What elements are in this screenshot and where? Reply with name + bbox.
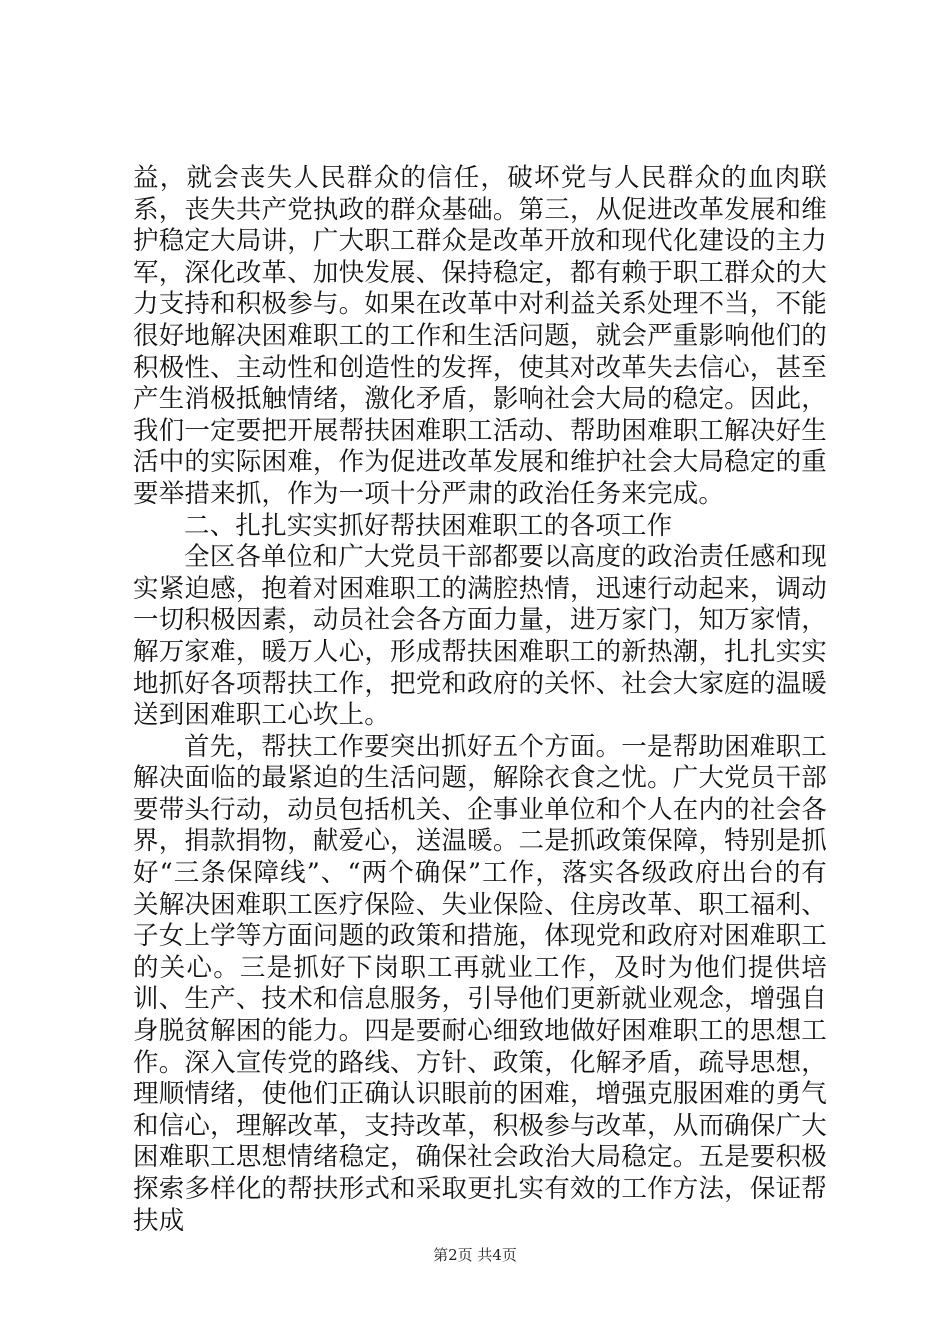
page-footer: 第2页 共4页 <box>433 1246 517 1264</box>
paragraph: 首先，帮扶工作要突出抓好五个方面。一是帮助困难职工解决面临的最紧迫的生活问题，解除衣食之忧。广大党员干部要带头行动，动员包括机关、企事业单位和个人在内的社会各界，捐款捐物，献爱心，送温暖。二是抓政策保障，特别是抓好“三条保障线”、“两个确保”工作，落实各级政府出台的有关解决困难职工医疗保险、失业保险、住房改革、职工福利、子女上学等方面问题的政策和措施，体现党和政府对困难职工的关心。三是抓好下岗职工再就业工作，及时为他们提供培训、生产、技术和信息服务，引导他们更新就业观念，增强自身脱贫解困的能力。四是要耐心细致地做好困难职工的思想工作。深入宣传党的路线、方针、政策，化解矛盾，疏导思想，理顺情绪，使他们正确认识眼前的困难，增强克服困难的勇气和信心，理解改革，支持改革，积极参与改革，从而确保广大困难职工思想情绪稳定，确保社会政治大局稳定。五是要积极探索多样化的帮扶形式和采取更扎实有效的工作方法，保证帮扶成 <box>133 731 827 1236</box>
section-heading: 二、扎扎实实抓好帮扶困难职工的各项工作 <box>184 510 673 541</box>
paragraph: 全区各单位和广大党员干部都要以高度的政治责任感和现实紧迫感，抱着对困难职工的满腔热情，迅速行动起来，调动一切积极因素，动员社会各方面力量，进万家门，知万家情，解万家难，暖万人心，形成帮扶困难职工的新热潮，扎扎实实地抓好各项帮扶工作，把党和政府的关怀、社会大家庭的温暖送到困难职工心坎上。 <box>133 542 827 731</box>
body-text <box>133 163 827 1237</box>
paragraph-continuation: 益，就会丧失人民群众的信任，破坏党与人民群众的血肉联系，丧失共产党执政的群众基础。第三，从促进改革发展和维护稳定大局讲，广大职工群众是改革开放和现代化建设的主力军，深化改革、加快发展、保持稳定，都有赖于职工群众的大力支持和积极参与。如果在改革中对利益关系处理不当，不能很好地解决困难职工的工作和生活问题，就会严重影响他们的积极性、主动性和创造性的发挥，使其对改革失去信心，甚至产生消极抵触情绪，激化矛盾，影响社会大局的稳定。因此，我们一定要把开展帮扶困难职工活动、帮助困难职工解决好生活中的实际困难，作为促进改革发展和维护社会大局稳定的重要举措来抓，作为一项十分严肃的政治任务来完成。 <box>133 163 827 509</box>
